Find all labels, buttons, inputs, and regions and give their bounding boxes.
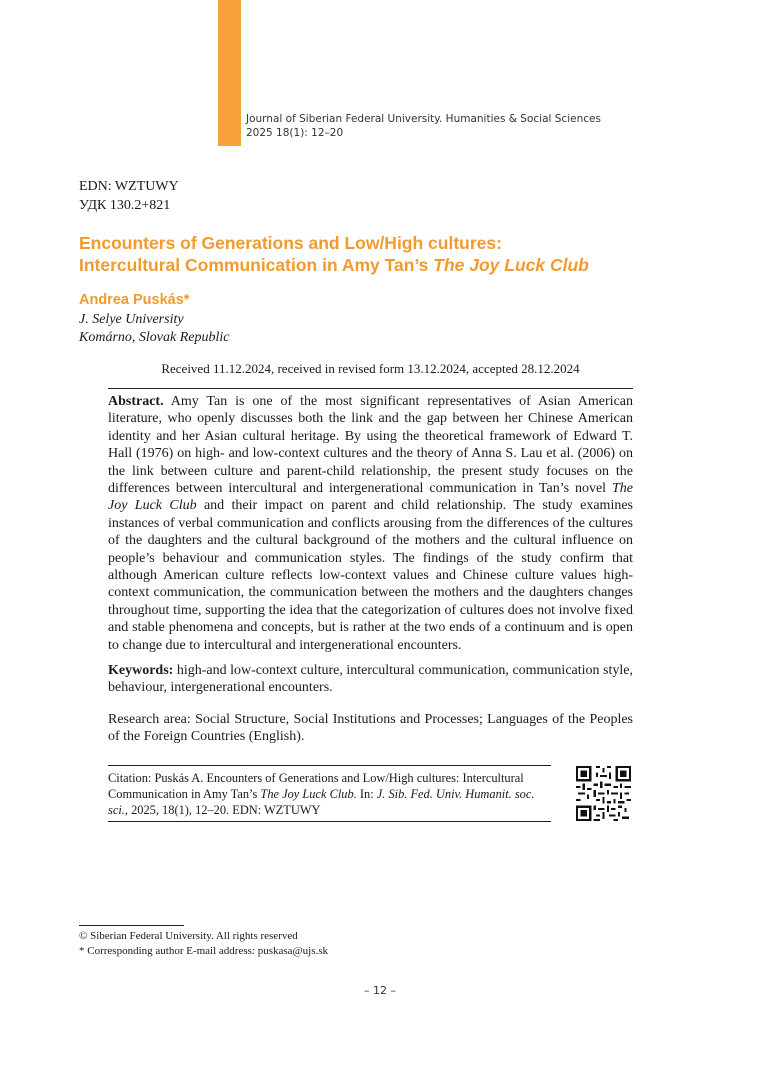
- abstract-top-rule: [108, 388, 633, 389]
- identifier-block: [79, 177, 179, 215]
- article-title: [79, 232, 679, 276]
- footnotes: [79, 929, 328, 959]
- author-name: Andrea Puskás*: [79, 292, 190, 308]
- edn-code: EDN: WZTUWY: [79, 179, 179, 194]
- title-line-1: Encounters of Generations and Low/High cultures:: [79, 233, 502, 253]
- abstract-novel-title: The Joy Luck Club: [108, 481, 633, 514]
- citation-text-2: In:: [356, 787, 377, 801]
- author-affiliation: [79, 311, 229, 347]
- citation-text-1: Citation: Puskás A. Encounters of Generations and Low/High cultures: Intercultural Communication in Amy Tan’s: [108, 771, 524, 801]
- title-line-2-prefix: Intercultural Communication in Amy Tan’s: [79, 255, 434, 275]
- received-dates: Received 11.12.2024, received in revised form 13.12.2024, accepted 28.12.2024: [161, 361, 580, 376]
- page-number: – 12 –: [364, 984, 396, 997]
- citation-journal: J. Sib. Fed. Univ. Humanit. soc. sci.: [108, 787, 535, 817]
- journal-name: Journal of Siberian Federal University. Humanities & Social Sciences: [246, 113, 601, 125]
- journal-issue: 2025 18(1): 12–20: [246, 127, 344, 139]
- title-novel-name: The Joy Luck Club: [433, 255, 589, 275]
- abstract-text-1: Amy Tan is one of the most significant representatives of Asian American literature, who openly discusses both the link and the gap between her Chinese American identity and her Asian cultural heritage. By using the theoretical framework of Edward T. Hall (1976) on high- and low-context cultures and the theory of Anna S. Lau et al. (2006) on the link between culture and parent-child relationship, the present study focuses on the differences between intercultural and intergenerational communication in Tan’s novel: [108, 394, 633, 497]
- header-accent-bar: [218, 0, 241, 146]
- citation-title: The Joy Luck Club.: [260, 787, 357, 801]
- citation-box: [108, 765, 551, 822]
- keywords-paragraph: [108, 662, 633, 697]
- keywords-text: high-and low-context culture, intercultural communication, communication style, behaviour, intergenerational encounters.: [108, 663, 633, 696]
- footnote-rule: [79, 925, 184, 926]
- affiliation-university: J. Selye University: [79, 312, 184, 327]
- udk-code: УДК 130.2+821: [79, 198, 171, 213]
- title-line-2: [79, 254, 679, 276]
- corresponding-author-note: * Corresponding author E-mail address: puskasa@ujs.sk: [79, 945, 329, 957]
- journal-header: [246, 112, 601, 140]
- qr-code-icon[interactable]: [576, 766, 631, 821]
- abstract-paragraph: [108, 393, 633, 654]
- abstract-label: Abstract.: [108, 394, 164, 409]
- research-area: Research area: Social Structure, Social Institutions and Processes; Languages of the Peoples of the Foreign Countries (English).: [108, 712, 633, 745]
- keywords-label: Keywords:: [108, 663, 174, 678]
- abstract-text-2: and their impact on parent and child relationship. The study examines instances of verbal communication and conflicts arousing from the differences of the cultures of the daughters and the cultural background of the mothers and the cultural influence on people’s behaviour and communication styles. The findings of the study confirm that although American culture reflects low-context values and Chinese culture values high-context communication, the communication between the mothers and the daughters changes throughout time, supporting the idea that the categorization of cultures does not involve fixed and stable phenomena and concepts, but is rather at the two ends of a continuum and is open to change due to intercultural and intergenerational encounters.: [108, 498, 634, 653]
- affiliation-location: Komárno, Slovak Republic: [79, 330, 230, 345]
- citation-text-3: , 2025, 18(1), 12–20. EDN: WZTUWY: [124, 803, 321, 817]
- copyright-note: © Siberian Federal University. All rights reserved: [79, 930, 298, 942]
